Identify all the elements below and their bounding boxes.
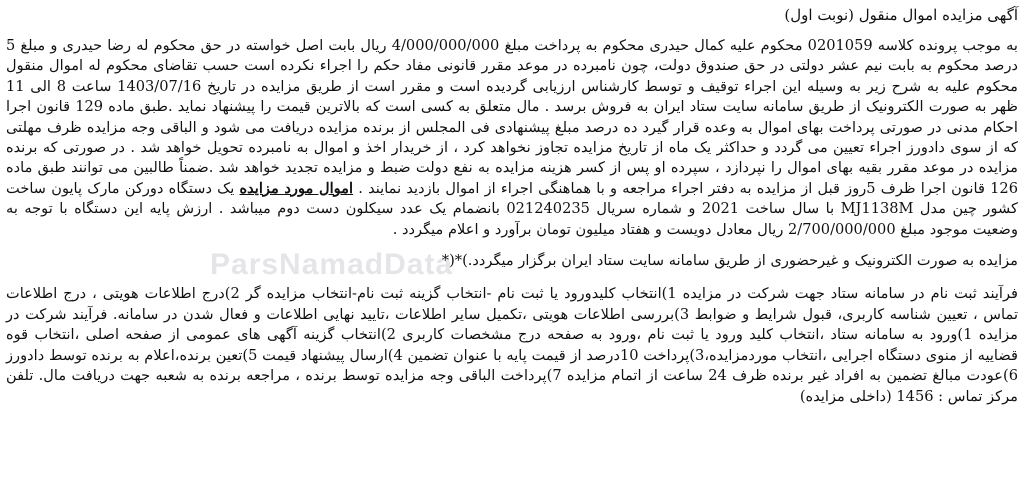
notice-paragraph-main bbox=[6, 36, 1018, 240]
paragraph-main-text-end: یک دستگاه دورکن مارک پایون ساخت کشور چین مدل MJ1138M با سال ساخت 2021 و شماره سریال 021240235 بانضمام یک عدد سیکلون دست دوم میباشد . ارزش پایه این دستگاه با توجه به وضعیت موجود مبلغ 2/700/000/000 ریال معادل دویست و هفتاد میلیون تومان برآورد و اعلام میگردد . bbox=[6, 179, 1018, 238]
paragraph-main-text-start: به موجب پرونده کلاسه 0201059 محکوم علیه کمال حیدری محکوم به پرداخت مبلغ 4/000/000/000 ریال بابت اصل خواسته در حق محکوم له رضا حیدری و مبلغ 5 درصد محکوم به بابت نیم عشر دولتی در حق صندوق دولت، چون نامبرده در موعد مقرر قانونی مفاد حکم را اجراء نکرده است حسب تقاضای محکوم له اموال منقول محکوم علیه به شرح زیر به وسیله این اجراء توقیف و توسط کارشناس ارزیابی گردیده است و مقرر است از طریق مزایده در تاریخ 1403/07/16 ساعت 8 الی 11 ظهر به صورت الکترونیک از طریق سامانه سایت ستاد ایران به فروش برسد . مال متعلق به کسی است که بالاترین قیمت را پیشنهاد نماید .طبق ماده 129 قانون اجرا احکام مدنی در صورتی پرداخت بهای اموال به وعده قرار گیرد ده درصد مبلغ پیشنهادی فی المجلس از برنده مزایده دریافت می شود و الباقی وجه مزایده ظرف مهلتی که از سوی دادورز اجراء تعیین می گردد و حداکثر یک ماه از تاریخ مزایده تجاوز نخواهد کرد ، از خریدار اخذ و اموال به نامبرده تحویل خواهد شد . در صورتی که برنده مزایده در موعد مقرر بقیه بهای اموال را نپردازد ، سپرده او پس از کسر هزینه مزایده به نفع دولت ضبط و مزایده تجدید خواهد شد .ضمناً طالبین می توانند طبق ماده 126 قانون اجرا ظرف 5روز قبل از مزایده به دفتر اجراء مراجعه و با هماهنگی اجراء از اموال بازدید نمایند . bbox=[6, 37, 1019, 197]
notice-paragraph-electronic: مزایده به صورت الکترونیک و غیرحضوری از طریق سامانه سایت ستاد ایران برگزار میگردد.)*(* bbox=[441, 252, 1018, 270]
notice-paragraph-registration-process: فرآیند ثبت نام در سامانه ستاد جهت شرکت در مزایده 1)انتخاب کلیدورود یا ثبت نام -انتخاب گزینه ثبت نام-انتخاب مزایده گر 2)درج اطلاعات هویتی ، درج اطلاعات تماس ، تعیین شناسه کاربری، قبول شرایط و ضوابط 3)بررسی اطلاعات هویتی ،تکمیل سایر اطلاعات ،تایید نهایی اطلاعات و فعال شدن در سامانه. فرآیند شرکت در مزایده 1)ورود به سامانه ستاد ،انتخاب کلید ورود یا ثبت نام ،ورود به صفحه درج مشخصات کاربری 2)انتخاب گزینه آگهی های عمومی از صفحه اصلی ،انتخاب قوه قضاییه از منوی دستگاه اجرایی ،انتخاب موردمزایده،3)پرداخت 10درصد از قیمت پایه با عنوان تضمین 4)ارسال پیشنهاد قیمت 5)تعین برنده،اعلام به برنده توسط دادورز 6)عودت مبالغ تضمین به افراد غیر برنده ظرف 24 ساعت از اتمام مزایده 7)پرداخت الباقی وجه مزایده توسط برنده ، مراجعه برنده به شعبه جهت دریافت مال. تلفن مرکز تماس : 1456 (داخلی مزایده) bbox=[6, 285, 1019, 405]
notice-title: آگهی مزایده اموال منقول (نوبت اول) bbox=[784, 6, 1018, 24]
auction-item-heading: اموال مورد مزایده bbox=[239, 179, 354, 197]
watermark-logo: ParsNamadData bbox=[210, 248, 454, 281]
